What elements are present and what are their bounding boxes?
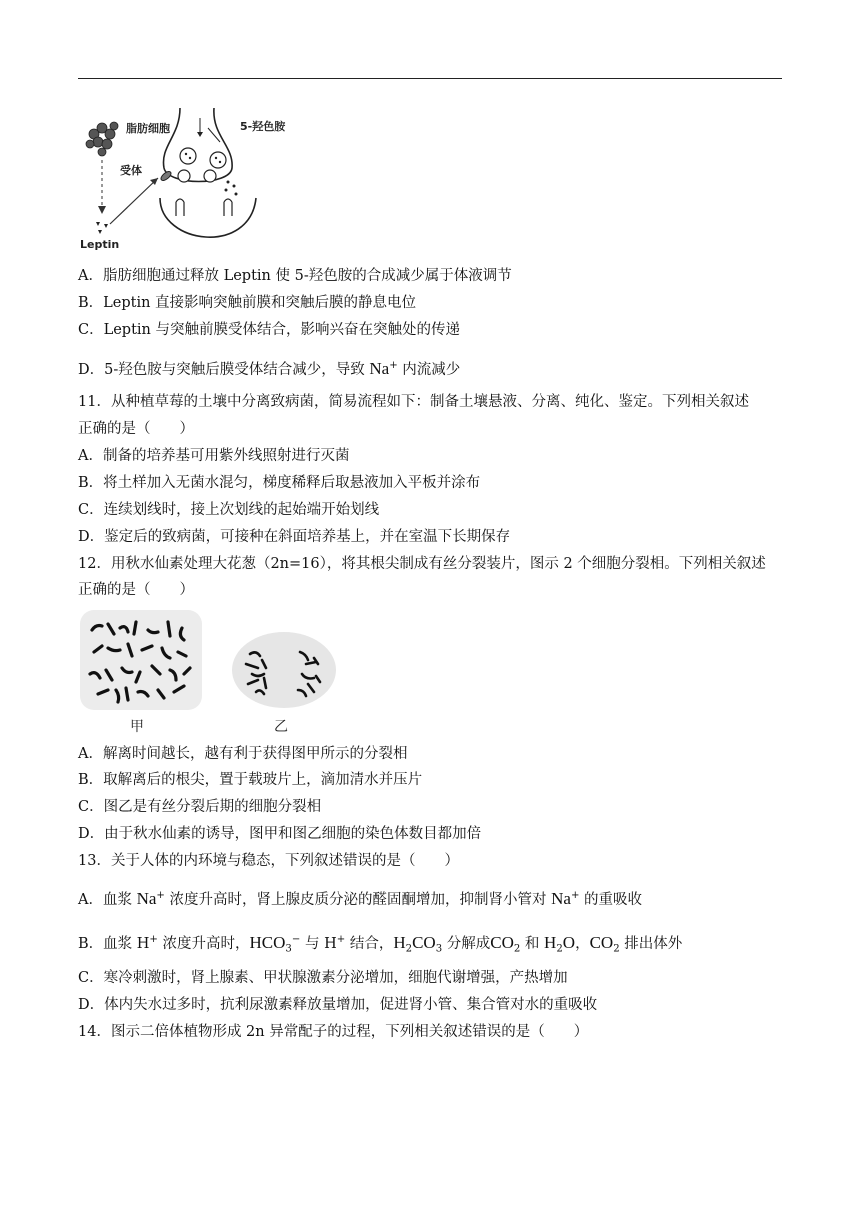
q10-option-b: B．Leptin 直接影响突触前膜和突触后膜的静息电位 (78, 295, 417, 311)
q12-option-a: A．解离时间越长，越有利于获得图甲所示的分裂相 (78, 746, 408, 762)
q14-stem: 14．图示二倍体植物形成 2n 异常配子的过程，下列相关叙述错误的是（ ） (78, 1024, 589, 1040)
q12-option-d: D．由于秋水仙素的诱导，图甲和图乙细胞的染色体数目都加倍 (78, 826, 482, 842)
serotonin-label: 5-羟色胺 (240, 120, 286, 133)
q13-option-b: B．血浆 H+ 浓度升高时，$HCO_3^-$ 与 H+ 结合，$H_2CO_3$ 分解成$CO_2$ 和 $H_2O$，$CO_2$ 排出体外 (78, 932, 683, 955)
q11-option-d: D．鉴定后的致病菌，可接种在斜面培养基上，并在室温下长期保存 (78, 529, 511, 545)
q12-option-c: C．图乙是有丝分裂后期的细胞分裂相 (78, 799, 322, 815)
q10-option-d: D．5-羟色胺与突触后膜受体结合减少，导致 Na+ 内流减少 (78, 358, 461, 378)
q12-option-b: B．取解离后的根尖，置于载玻片上，滴加清水并压片 (78, 772, 423, 788)
q12-stem-cont: 正确的是（ ） (78, 582, 194, 598)
q13-stem: 13．关于人体的内环境与稳态，下列叙述错误的是（ ） (78, 853, 459, 869)
q11-option-a: A．制备的培养基可用紫外线照射进行灭菌 (78, 448, 350, 464)
q13-option-c: C．寒冷刺激时，肾上腺素、甲状腺激素分泌增加，细胞代谢增强，产热增加 (78, 970, 568, 986)
q13-option-a: A．血浆 Na+ 浓度升高时，肾上腺皮质分泌的醛固酮增加，抑制肾小管对 Na+ 的重吸收 (78, 888, 643, 908)
fat-cell-label: 脂肪细胞 (126, 122, 170, 135)
synapse-figure (80, 106, 310, 254)
q11-stem: 11．从种植草莓的土壤中分离致病菌，简易流程如下：制备土壤悬液、分离、纯化、鉴定。下列相关叙述 (78, 394, 749, 410)
q10-option-c: C．Leptin 与突触前膜受体结合，影响兴奋在突触处的传递 (78, 322, 460, 338)
q11-stem-cont: 正确的是（ ） (78, 421, 194, 437)
receptor-label: 受体 (120, 164, 142, 177)
q11-option-c: C．连续划线时，接上次划线的起始端开始划线 (78, 502, 380, 518)
caption-yi: 乙 (274, 719, 288, 735)
q13-option-d: D．体内失水过多时，抗利尿激素释放量增加，促进肾小管、集合管对水的重吸收 (78, 997, 598, 1013)
q11-option-b: B．将土样加入无菌水混匀，梯度稀释后取悬液加入平板并涂布 (78, 475, 481, 491)
caption-jia: 甲 (130, 719, 144, 735)
cell-division-images (78, 608, 348, 738)
q10-option-a: A．脂肪细胞通过释放 Leptin 使 5-羟色胺的合成减少属于体液调节 (78, 268, 512, 284)
q12-stem: 12．用秋水仙素处理大花葱（2n=16），将其根尖制成有丝分裂装片，图示 2 个细胞分裂相。下列相关叙述 (78, 556, 766, 572)
leptin-label: Leptin (80, 238, 120, 251)
cell-figure (78, 608, 348, 738)
header-rule (78, 78, 782, 79)
